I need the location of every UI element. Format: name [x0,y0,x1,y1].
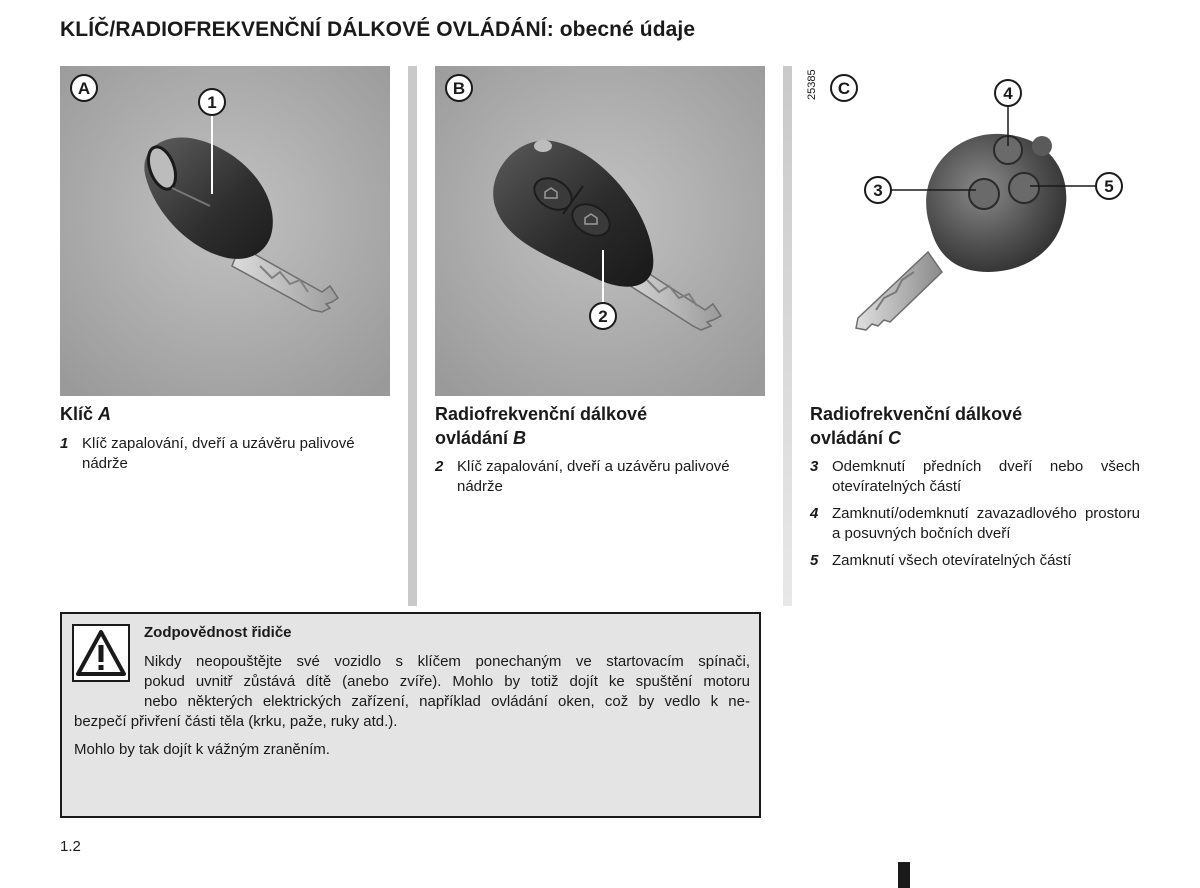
callout-3 [865,177,891,203]
list-item: 4 Zamknutí/odemknutí zavazadlového prostoru a posuvných bočních dveří [810,505,1140,542]
figure-a-label: A [77,79,91,98]
svg-text:4: 4 [1003,84,1013,103]
warning-consequence: Mohlo by tak dojít k vážným zraněním. [74,741,330,758]
callout-badge-c [831,75,857,101]
svg-text:5: 5 [1104,177,1114,196]
page-edge-tab [898,862,910,888]
heading-remote-b: Radiofrekvenční dálkové ovládání B [435,404,648,448]
warning-text-line2: pokud uvnitř zůstává dítě (anebo zvíře). Mohlo by totiž dojít ke spuštění motoru [144,673,750,690]
figure-c-label: C [837,79,851,98]
figure-key-a [60,66,390,396]
column-divider-right [783,66,792,606]
svg-text:1: 1 [207,93,217,112]
column-divider-left [408,66,417,606]
warning-title: Zodpovědnost řidiče [144,624,292,641]
figure-remote-c [810,66,1140,396]
callout-2 [590,303,616,329]
list-item: 2 Klíč zapalování, dveří a uzávěru palivové nádrže [435,458,730,495]
svg-text:3: 3 [873,181,883,200]
list-item: 1 Klíč zapalování, dveří a uzávěru palivové nádrže [60,435,355,472]
warning-box [60,612,761,818]
reference-code: 25385 [806,69,818,100]
page-number: 1.2 [60,838,81,855]
callout-1 [199,89,225,115]
heading-remote-c: Radiofrekvenční dálkové ovládání C [810,404,1023,448]
svg-text:2: 2 [598,307,608,326]
page-title: KLÍČ/RADIOFREKVENČNÍ DÁLKOVÉ OVLÁDÁNÍ: obecné údaje [60,18,696,41]
warning-text-line4: bezpečí přivření části těla (krku, paže, ruky atd.). [74,713,398,730]
figure-b-label: B [452,79,466,98]
callout-5 [1096,173,1122,199]
heading-key-a: Klíč A [60,404,112,424]
warning-text-line1: Nikdy neopouštějte své vozidlo s klíčem ponechaným ve startovacím spínači, [144,653,750,670]
callout-4 [995,80,1021,106]
figure-remote-b [435,66,765,396]
callout-badge-a [71,75,97,101]
list-item: 5 Zamknutí všech otevíratelných částí [810,552,1072,569]
warning-text-line3: nebo některých elektrických zařízení, například ovládání oken, což by vedlo k ne- [144,693,750,710]
list-item: 3 Odemknutí předních dveří nebo všech otevíratelných částí [810,458,1140,495]
warning-triangle-icon [72,624,130,682]
callout-badge-b [446,75,472,101]
